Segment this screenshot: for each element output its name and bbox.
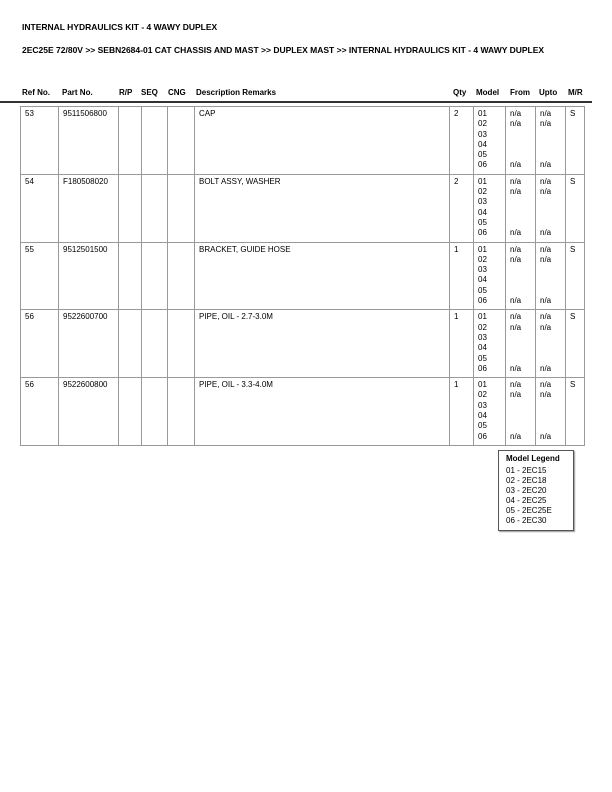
- upto-value: [540, 275, 562, 285]
- ref-no: 53: [25, 109, 34, 118]
- model-code: 03: [478, 197, 487, 207]
- model-code: 04: [478, 139, 487, 149]
- model-code: 05: [478, 421, 487, 431]
- from-cell: [506, 242, 536, 310]
- upto-value: [540, 150, 562, 160]
- mr-value: S: [570, 109, 576, 118]
- seq-cell: [142, 310, 168, 378]
- from-value: n/a: [510, 296, 522, 306]
- rp-cell: [119, 310, 142, 378]
- legend-item: 02 - 2EC18: [506, 476, 547, 485]
- rp-cell: [119, 107, 142, 175]
- part-cell: [59, 107, 119, 175]
- from-value: [510, 150, 532, 160]
- table-row: [21, 310, 585, 378]
- upto-value: n/a: [540, 228, 552, 238]
- from-cell: [506, 174, 536, 242]
- upto-value: [540, 197, 562, 207]
- model-code: 06: [478, 228, 487, 238]
- mr-cell: [566, 107, 585, 175]
- table-row: [21, 107, 585, 175]
- header-rp: R/P: [119, 88, 133, 97]
- from-value: n/a: [510, 119, 522, 129]
- header-seq: SEQ: [141, 88, 158, 97]
- mr-cell: [566, 174, 585, 242]
- from-value: [510, 130, 532, 140]
- model-code: 02: [478, 119, 487, 129]
- cng-cell: [168, 310, 195, 378]
- upto-value: [540, 265, 562, 275]
- from-value: n/a: [510, 254, 522, 264]
- ref-cell: [21, 107, 59, 175]
- model-code: 01: [478, 176, 487, 186]
- legend-title: Model Legend: [506, 454, 560, 463]
- model-code: 06: [478, 363, 487, 373]
- model-cell: [474, 107, 506, 175]
- upto-value: n/a: [540, 176, 552, 186]
- ref-cell: [21, 378, 59, 446]
- ref-cell: [21, 310, 59, 378]
- model-code: 03: [478, 265, 487, 275]
- upto-cell: [536, 174, 566, 242]
- from-value: [510, 343, 532, 353]
- page-title: INTERNAL HYDRAULICS KIT - 4 WAWY DUPLEX: [22, 22, 218, 32]
- from-value: [510, 333, 532, 343]
- upto-value: [540, 286, 562, 296]
- upto-cell: [536, 242, 566, 310]
- from-value: n/a: [510, 228, 522, 238]
- seq-cell: [142, 107, 168, 175]
- desc-cell: [195, 242, 450, 310]
- from-cell: [506, 107, 536, 175]
- from-value: n/a: [510, 176, 522, 186]
- part-cell: [59, 310, 119, 378]
- ref-no: 56: [25, 380, 34, 390]
- from-value: n/a: [510, 322, 522, 332]
- upto-value: [540, 333, 562, 343]
- qty: 2: [454, 109, 459, 118]
- header-qty: Qty: [453, 88, 467, 97]
- part-no: 9512501500: [63, 244, 108, 254]
- model-cell: [474, 378, 506, 446]
- model-cell: [474, 174, 506, 242]
- upto-value: [540, 354, 562, 364]
- parts-table: [20, 106, 585, 446]
- seq-cell: [142, 174, 168, 242]
- upto-value: n/a: [540, 244, 552, 254]
- part-no: 9511506800: [63, 109, 107, 118]
- qty: 1: [454, 380, 459, 390]
- part-cell: [59, 174, 119, 242]
- model-code: 02: [478, 187, 487, 197]
- part-cell: [59, 242, 119, 310]
- model-code: 02: [478, 254, 487, 264]
- from-value: [510, 401, 532, 411]
- part-cell: [59, 378, 119, 446]
- legend-item: 05 - 2EC25E: [506, 506, 552, 515]
- model-code: 05: [478, 150, 487, 160]
- from-value: n/a: [510, 380, 522, 390]
- mr-value: S: [570, 244, 576, 254]
- model-code: 04: [478, 207, 487, 217]
- upto-value: [540, 343, 562, 353]
- cng-cell: [168, 242, 195, 310]
- header-ref: Ref No.: [22, 88, 50, 97]
- from-value: n/a: [510, 363, 522, 373]
- upto-value: n/a: [540, 363, 552, 373]
- from-cell: [506, 310, 536, 378]
- upto-value: n/a: [540, 187, 552, 197]
- model-code: 06: [478, 431, 487, 441]
- table-row: [21, 174, 585, 242]
- model-code: 03: [478, 400, 487, 410]
- header-mr: M/R: [568, 88, 583, 97]
- ref-cell: [21, 174, 59, 242]
- from-value: [510, 275, 532, 285]
- qty: 1: [454, 312, 459, 322]
- from-value: [510, 197, 532, 207]
- upto-value: n/a: [540, 109, 552, 118]
- from-value: n/a: [510, 431, 522, 441]
- model-code: 06: [478, 160, 487, 170]
- part-no: 9522600800: [63, 380, 108, 390]
- upto-value: [540, 130, 562, 140]
- description: CAP: [199, 109, 216, 118]
- header-model: Model: [476, 88, 500, 97]
- from-value: [510, 286, 532, 296]
- header-from: From: [510, 88, 530, 97]
- model-code: 01: [478, 312, 487, 322]
- upto-value: [540, 140, 562, 150]
- header-part: Part No.: [62, 88, 93, 97]
- mr-cell: [566, 242, 585, 310]
- model-cell: [474, 242, 506, 310]
- ref-cell: [21, 242, 59, 310]
- qty: 1: [454, 244, 459, 254]
- from-value: n/a: [510, 390, 522, 400]
- description: BRACKET, GUIDE HOSE: [199, 244, 291, 254]
- upto-value: [540, 218, 562, 228]
- seq-cell: [142, 378, 168, 446]
- mr-value: S: [570, 176, 576, 186]
- rp-cell: [119, 378, 142, 446]
- upto-value: [540, 401, 562, 411]
- qty-cell: [450, 310, 474, 378]
- from-value: n/a: [510, 109, 522, 118]
- qty: 2: [454, 176, 459, 186]
- legend-item: 01 - 2EC15: [506, 466, 547, 475]
- upto-value: n/a: [540, 254, 552, 264]
- legend-item: 06 - 2EC30: [506, 516, 547, 525]
- from-value: n/a: [510, 244, 522, 254]
- upto-cell: [536, 378, 566, 446]
- model-code: 05: [478, 285, 487, 295]
- part-no: 9522600700: [63, 312, 108, 322]
- model-code: 01: [478, 380, 487, 390]
- model-code: 01: [478, 244, 487, 254]
- model-code: 03: [478, 129, 487, 139]
- desc-cell: [195, 174, 450, 242]
- from-value: [510, 411, 532, 421]
- from-value: n/a: [510, 312, 522, 322]
- upto-value: n/a: [540, 312, 552, 322]
- model-code: 05: [478, 353, 487, 363]
- mr-cell: [566, 378, 585, 446]
- model-code: 01: [478, 109, 487, 118]
- breadcrumb: 2EC25E 72/80V >> SEBN2684-01 CAT CHASSIS AND MAST >> DUPLEX MAST >> INTERNAL HYDRAULICS KIT - 4 WAWY DUPLEX: [22, 45, 545, 55]
- from-value: [510, 265, 532, 275]
- from-cell: [506, 378, 536, 446]
- upto-value: n/a: [540, 431, 552, 441]
- upto-value: [540, 411, 562, 421]
- qty-cell: [450, 242, 474, 310]
- from-value: n/a: [510, 160, 522, 170]
- upto-value: n/a: [540, 380, 552, 390]
- description: PIPE, OIL - 3.3-4.0M: [199, 380, 273, 390]
- qty-cell: [450, 378, 474, 446]
- mr-value: S: [570, 312, 576, 322]
- upto-cell: [536, 107, 566, 175]
- desc-cell: [195, 310, 450, 378]
- legend-item: 04 - 2EC25: [506, 496, 547, 505]
- model-code: 04: [478, 411, 487, 421]
- header-desc: Description Remarks: [196, 88, 277, 97]
- desc-cell: [195, 107, 450, 175]
- model-code: 06: [478, 296, 487, 306]
- from-value: [510, 218, 532, 228]
- cng-cell: [168, 174, 195, 242]
- upto-value: n/a: [540, 390, 552, 400]
- seq-cell: [142, 242, 168, 310]
- qty-cell: [450, 107, 474, 175]
- desc-cell: [195, 378, 450, 446]
- upto-value: n/a: [540, 160, 552, 170]
- ref-no: 54: [25, 176, 34, 186]
- from-value: [510, 208, 532, 218]
- upto-value: n/a: [540, 322, 552, 332]
- mr-cell: [566, 310, 585, 378]
- cng-cell: [168, 107, 195, 175]
- upto-value: n/a: [540, 119, 552, 129]
- cng-cell: [168, 378, 195, 446]
- description: BOLT ASSY, WASHER: [199, 176, 281, 186]
- model-legend: [498, 450, 574, 531]
- rp-cell: [119, 242, 142, 310]
- description: PIPE, OIL - 2.7-3.0M: [199, 312, 273, 322]
- model-code: 04: [478, 275, 487, 285]
- ref-no: 56: [25, 312, 34, 322]
- header-divider: [0, 101, 592, 103]
- legend-item: 03 - 2EC20: [506, 486, 547, 495]
- from-value: [510, 140, 532, 150]
- upto-value: [540, 208, 562, 218]
- header-upto: Upto: [539, 88, 558, 97]
- rp-cell: [119, 174, 142, 242]
- model-code: 02: [478, 322, 487, 332]
- qty-cell: [450, 174, 474, 242]
- table-row: [21, 378, 585, 446]
- upto-value: n/a: [540, 296, 552, 306]
- part-no: F180508020: [63, 176, 108, 186]
- from-value: n/a: [510, 187, 522, 197]
- model-code: 05: [478, 217, 487, 227]
- model-code: 02: [478, 390, 487, 400]
- upto-value: [540, 421, 562, 431]
- model-cell: [474, 310, 506, 378]
- model-code: 04: [478, 343, 487, 353]
- from-value: [510, 421, 532, 431]
- from-value: [510, 354, 532, 364]
- table-row: [21, 242, 585, 310]
- mr-value: S: [570, 380, 576, 390]
- upto-cell: [536, 310, 566, 378]
- ref-no: 55: [25, 244, 34, 254]
- model-code: 03: [478, 332, 487, 342]
- header-cng: CNG: [168, 88, 186, 97]
